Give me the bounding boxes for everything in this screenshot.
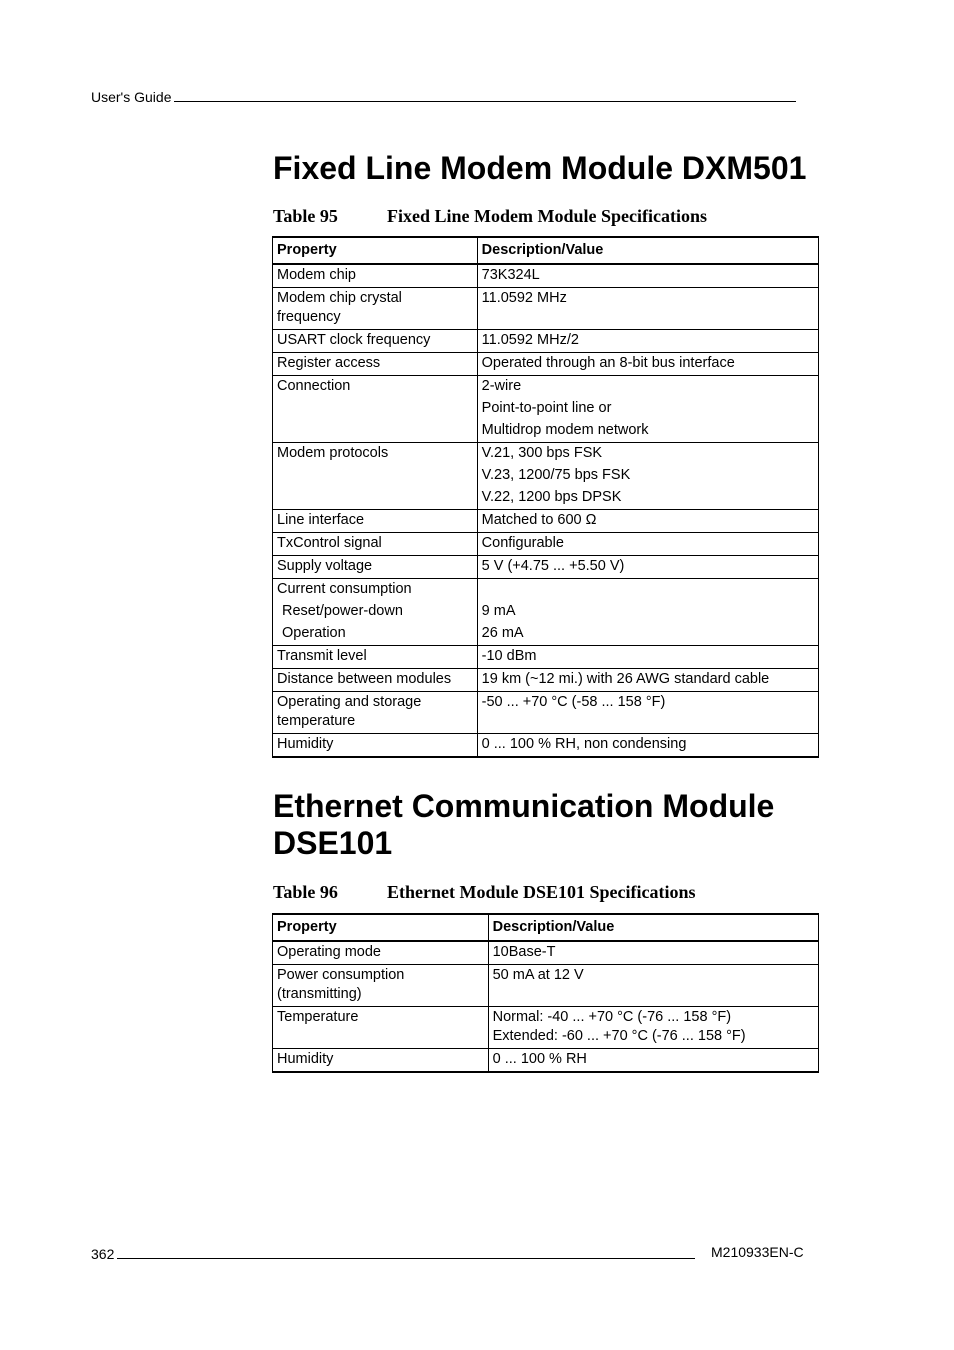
cell-line: 11.0592 MHz/2 bbox=[481, 332, 579, 348]
table-95 bbox=[272, 236, 819, 758]
value-cell bbox=[477, 556, 818, 579]
cell-line: Line interface bbox=[277, 512, 365, 528]
cell-line: Register access bbox=[277, 355, 381, 371]
cell-line: 2-wire bbox=[481, 378, 522, 394]
table-row bbox=[273, 1007, 819, 1049]
cell-line: 26 mA bbox=[481, 625, 524, 641]
value-cell bbox=[477, 692, 818, 734]
value-cell bbox=[477, 288, 818, 330]
cell-line: Humidity bbox=[277, 736, 334, 752]
cell-line: Temperature bbox=[277, 1009, 359, 1025]
cell-line: 11.0592 MHz bbox=[481, 290, 567, 306]
column-header-value: Description/Value bbox=[488, 914, 818, 941]
cell-line: Operating mode bbox=[277, 944, 381, 960]
cell-line: 10Base-T bbox=[492, 944, 556, 960]
table-header-row bbox=[273, 237, 819, 264]
cell-line: Distance between modules bbox=[277, 671, 452, 687]
table-96 bbox=[272, 913, 819, 1073]
section-heading-dse101 bbox=[273, 788, 774, 862]
table-row bbox=[273, 646, 819, 669]
footer-rule bbox=[117, 1244, 695, 1259]
property-cell bbox=[273, 510, 478, 533]
cell-line: Connection bbox=[277, 378, 351, 394]
table-row bbox=[273, 1049, 819, 1073]
table-96-caption bbox=[273, 882, 696, 903]
cell-line: (transmitting) bbox=[277, 986, 362, 1002]
cell-line: Configurable bbox=[481, 535, 564, 551]
property-cell bbox=[273, 556, 478, 579]
cell-line: V.21, 300 bps FSK bbox=[481, 445, 603, 461]
table-row bbox=[273, 579, 819, 646]
cell-line: 19 km (~12 mi.) with 26 AWG standard cable bbox=[481, 671, 770, 687]
value-cell bbox=[477, 646, 818, 669]
table-row bbox=[273, 734, 819, 758]
cell-line: 50 mA at 12 V bbox=[492, 967, 584, 983]
property-cell bbox=[273, 533, 478, 556]
cell-line: Modem protocols bbox=[277, 445, 389, 461]
cell-line: Point-to-point line or bbox=[481, 400, 612, 416]
cell-line: Current consumption bbox=[277, 581, 412, 597]
value-cell bbox=[477, 376, 818, 443]
table-96-number: Table 96 bbox=[273, 882, 338, 902]
cell-line: -10 dBm bbox=[481, 648, 537, 664]
table-row bbox=[273, 510, 819, 533]
value-cell bbox=[488, 941, 818, 965]
cell-line: Reset/power-down bbox=[282, 603, 403, 619]
property-cell bbox=[273, 1007, 489, 1049]
value-cell bbox=[477, 443, 818, 510]
cell-line: USART clock frequency bbox=[277, 332, 431, 348]
property-cell bbox=[273, 692, 478, 734]
cell-line: 9 mA bbox=[481, 603, 516, 619]
cell-line: frequency bbox=[277, 309, 341, 325]
property-cell bbox=[273, 264, 478, 288]
table-row bbox=[273, 556, 819, 579]
cell-line: 0 ... 100 % RH bbox=[492, 1051, 587, 1067]
heading-line-2: DSE101 bbox=[273, 825, 393, 861]
value-cell bbox=[477, 330, 818, 353]
property-cell bbox=[273, 330, 478, 353]
table-95-body bbox=[273, 264, 819, 757]
cell-line: 0 ... 100 % RH, non condensing bbox=[481, 736, 687, 752]
value-cell bbox=[488, 1049, 818, 1073]
property-cell bbox=[273, 288, 478, 330]
page-number: 362 bbox=[91, 1246, 115, 1262]
cell-line: Normal: -40 ... +70 °C (-76 ... 158 °F) bbox=[492, 1009, 732, 1025]
table-row bbox=[273, 941, 819, 965]
table-row bbox=[273, 669, 819, 692]
table-row bbox=[273, 264, 819, 288]
table-row bbox=[273, 443, 819, 510]
cell-line: -50 ... +70 °C (-58 ... 158 °F) bbox=[481, 694, 666, 710]
header-text: User's Guide bbox=[91, 89, 172, 105]
table-95-number: Table 95 bbox=[273, 206, 338, 226]
property-cell bbox=[273, 353, 478, 376]
header-rule bbox=[174, 87, 796, 102]
column-header-property: Property bbox=[273, 237, 478, 264]
value-cell bbox=[477, 734, 818, 758]
property-cell bbox=[273, 376, 478, 443]
table-row bbox=[273, 353, 819, 376]
property-cell bbox=[273, 443, 478, 510]
cell-line bbox=[482, 580, 814, 599]
document-code: M210933EN-C bbox=[711, 1244, 804, 1260]
cell-line: Supply voltage bbox=[277, 558, 373, 574]
table-96-body bbox=[273, 941, 819, 1072]
cell-line: Humidity bbox=[277, 1051, 334, 1067]
cell-line: V.22, 1200 bps DPSK bbox=[481, 489, 622, 505]
cell-line: TxControl signal bbox=[277, 535, 382, 551]
value-cell bbox=[477, 353, 818, 376]
value-cell bbox=[477, 579, 818, 646]
cell-line: Operation bbox=[282, 625, 346, 641]
property-cell bbox=[273, 1049, 489, 1073]
table-95-title: Fixed Line Modem Module Specifications bbox=[387, 206, 707, 226]
cell-line: 5 V (+4.75 ... +5.50 V) bbox=[481, 558, 625, 574]
cell-line: Power consumption bbox=[277, 967, 405, 983]
cell-line: Transmit level bbox=[277, 648, 367, 664]
table-row bbox=[273, 965, 819, 1007]
cell-line: Modem chip bbox=[277, 267, 356, 283]
cell-line: V.23, 1200/75 bps FSK bbox=[481, 467, 631, 483]
property-cell bbox=[273, 646, 478, 669]
table-row bbox=[273, 330, 819, 353]
table-header-row bbox=[273, 914, 819, 941]
table-96-title: Ethernet Module DSE101 Specifications bbox=[387, 882, 696, 902]
value-cell bbox=[488, 1007, 818, 1049]
value-cell bbox=[488, 965, 818, 1007]
heading-line-1: Ethernet Communication Module bbox=[273, 788, 775, 824]
cell-line: Extended: -60 ... +70 °C (-76 ... 158 °F) bbox=[492, 1028, 746, 1044]
value-cell bbox=[477, 264, 818, 288]
page-footer-left bbox=[91, 1244, 695, 1262]
property-cell bbox=[273, 941, 489, 965]
cell-line: Modem chip crystal bbox=[277, 290, 402, 306]
column-header-value: Description/Value bbox=[477, 237, 818, 264]
table-row bbox=[273, 376, 819, 443]
table-row bbox=[273, 533, 819, 556]
property-cell bbox=[273, 669, 478, 692]
section-heading-dxm501: Fixed Line Modem Module DXM501 bbox=[273, 150, 807, 186]
table-row bbox=[273, 692, 819, 734]
cell-line: Operating and storage bbox=[277, 694, 422, 710]
cell-line: 73K324L bbox=[481, 267, 540, 283]
property-cell bbox=[273, 965, 489, 1007]
property-cell bbox=[273, 734, 478, 758]
cell-line: temperature bbox=[277, 713, 356, 729]
value-cell bbox=[477, 510, 818, 533]
column-header-property: Property bbox=[273, 914, 489, 941]
running-header bbox=[91, 87, 796, 105]
value-cell bbox=[477, 669, 818, 692]
table-95-caption bbox=[273, 206, 707, 227]
cell-line: Matched to 600 Ω bbox=[481, 512, 597, 528]
value-cell bbox=[477, 533, 818, 556]
table-row bbox=[273, 288, 819, 330]
property-cell bbox=[273, 579, 478, 646]
cell-line: Multidrop modem network bbox=[481, 422, 649, 438]
cell-line: Operated through an 8-bit bus interface bbox=[481, 355, 735, 371]
